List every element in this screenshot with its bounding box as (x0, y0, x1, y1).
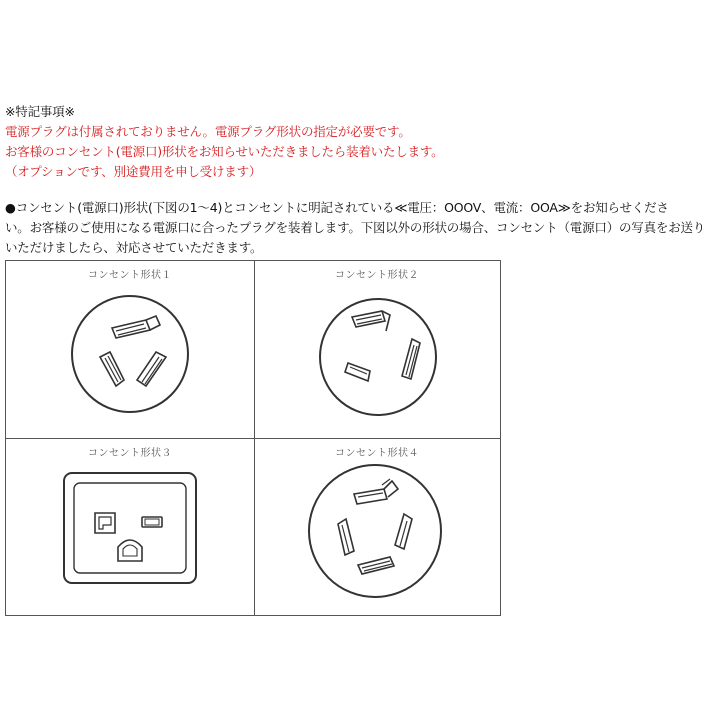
outlet-label-4: コンセント形状４ (335, 448, 419, 459)
special-notes (5, 102, 721, 182)
outlet-instructions (5, 198, 721, 258)
twist-lock-outlet-1-icon (6, 261, 254, 438)
duplex-outlet-3-icon (6, 439, 254, 615)
outlet-cell-3 (6, 439, 254, 615)
notes-heading: ※特記事項※ (5, 104, 75, 119)
outlet-cell-4 (254, 439, 500, 615)
outlet-cell-1 (6, 261, 254, 438)
instruction-line-3: いただけましたら、対応させていただきます。 (5, 240, 263, 255)
twist-lock-outlet-2-icon (254, 261, 500, 438)
outlet-label-1: コンセント形状１ (88, 270, 172, 281)
twist-lock-outlet-4-icon (254, 439, 500, 615)
instruction-line-1: ●コンセント(電源口)形状(下図の1～4)とコンセントに明記されている≪電圧：OOOV、電流：OOA≫をお知らせくださ (5, 200, 669, 215)
outlet-label-2: コンセント形状２ (335, 270, 419, 281)
instruction-line-2: い。お客様のご使用になる電源口に合ったプラグを装着します。下図以外の形状の場合、コンセント（電源口）の写真をお送り (5, 220, 706, 235)
notes-line-3: （オプションです、別途費用を申し受けます） (5, 164, 262, 179)
notes-line-1: 電源プラグは付属されておりません。電源プラグ形状の指定が必要です。 (5, 124, 411, 139)
outlet-cell-2 (254, 261, 500, 438)
notes-line-2: お客様のコンセント(電源口)形状をお知らせいただきましたら装着いたします。 (5, 144, 444, 159)
outlet-label-3: コンセント形状３ (88, 448, 172, 459)
outlet-shape-grid (5, 260, 501, 616)
